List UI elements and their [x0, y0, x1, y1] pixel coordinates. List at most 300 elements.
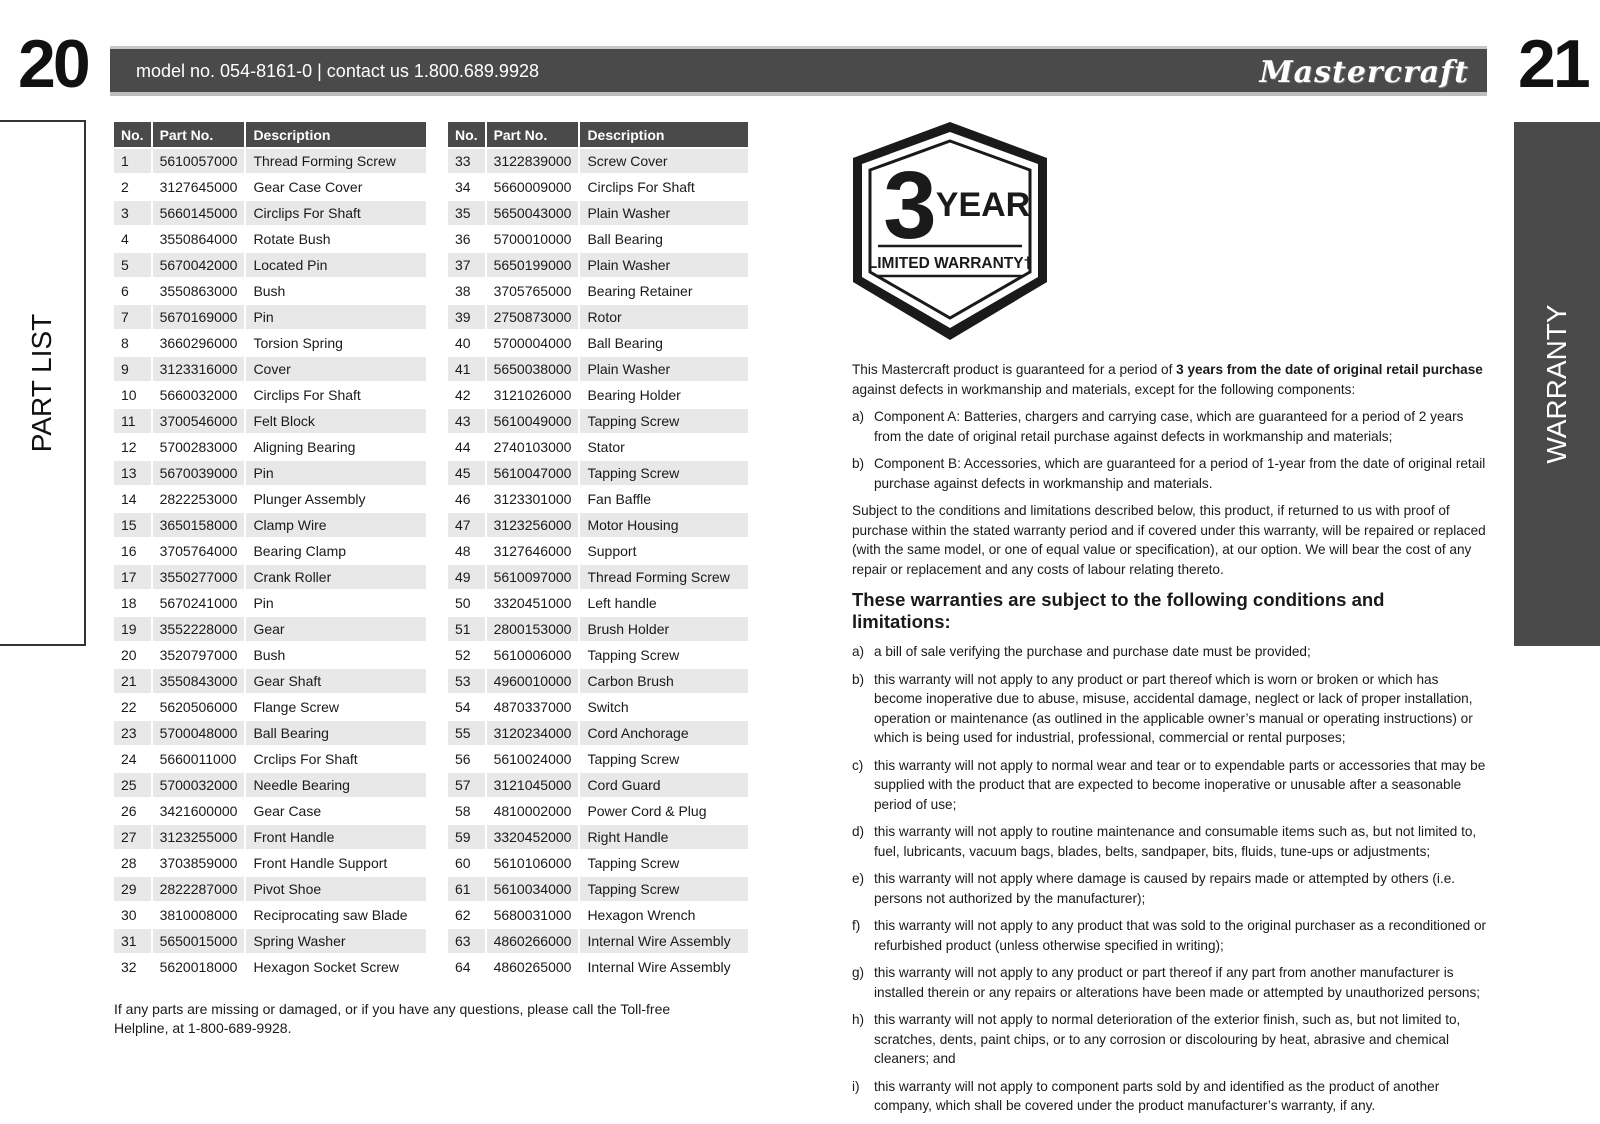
table-row	[448, 642, 748, 668]
part-code-cell: 3550277000	[152, 564, 246, 590]
parts-table-left	[114, 122, 426, 979]
part-number-cell: 43	[448, 408, 486, 434]
part-code-cell: 3810008000	[152, 902, 246, 928]
part-description-cell: Screw Cover	[579, 148, 748, 174]
table-row	[114, 772, 426, 798]
part-number-cell: 3	[114, 200, 152, 226]
table-row	[448, 200, 748, 226]
part-description-cell: Tapping Screw	[579, 642, 748, 668]
part-code-cell: 5650199000	[486, 252, 580, 278]
condition-text: this warranty will not apply to normal deterioration of the exterior finish, such as, but not limited to, scratches, dents, paint chips, or to any corrosion or discolouring by heat, abrasive and chemical cleaners; and	[874, 1012, 1461, 1066]
part-description-cell: Brush Holder	[579, 616, 748, 642]
part-description-cell: Plain Washer	[579, 252, 748, 278]
part-description-cell: Gear Case Cover	[245, 174, 426, 200]
part-code-cell: 5660011000	[152, 746, 246, 772]
part-description-cell: Bearing Holder	[579, 382, 748, 408]
table-row	[114, 252, 426, 278]
warranty-intro-emphasis: 3 years from the date of original retail purchase	[1176, 362, 1483, 377]
part-number-cell: 11	[114, 408, 152, 434]
part-number-cell: 57	[448, 772, 486, 798]
part-code-cell: 2740103000	[486, 434, 580, 460]
condition-label: i)	[852, 1078, 860, 1094]
table-row	[114, 304, 426, 330]
part-number-cell: 24	[114, 746, 152, 772]
part-code-cell: 5610034000	[486, 876, 580, 902]
table-row	[448, 408, 748, 434]
part-code-cell: 5620506000	[152, 694, 246, 720]
table-row	[448, 512, 748, 538]
table-row	[114, 928, 426, 954]
warranty-intro-lead: This Mastercraft product is guaranteed for a period of	[852, 362, 1177, 377]
part-code-cell: 4870337000	[486, 694, 580, 720]
part-code-cell: 5610047000	[486, 460, 580, 486]
part-code-cell: 3703859000	[152, 850, 246, 876]
part-code-cell: 3705765000	[486, 278, 580, 304]
condition-text: this warranty will not apply to any product or part thereof if any part from another manufacturer is installed therein or any repairs or alterations have been made or attempted by unauthorized persons;	[874, 965, 1481, 1000]
part-code-cell: 5620018000	[152, 954, 246, 979]
part-number-cell: 30	[114, 902, 152, 928]
part-code-cell: 3320451000	[486, 590, 580, 616]
part-number-cell: 54	[448, 694, 486, 720]
condition-text: this warranty will not apply where damage is caused by repairs made or attempted by others (i.e. persons not authorized by the manufacturer);	[874, 871, 1456, 906]
part-description-cell: Circlips For Shaft	[245, 382, 426, 408]
part-description-cell: Hexagon Wrench	[579, 902, 748, 928]
part-number-cell: 16	[114, 538, 152, 564]
part-description-cell: Crclips For Shaft	[245, 746, 426, 772]
condition-label: h)	[852, 1012, 865, 1027]
page-number-left: 20	[18, 26, 88, 102]
part-description-cell: Needle Bearing	[245, 772, 426, 798]
table-row	[448, 850, 748, 876]
part-code-cell: 5700032000	[152, 772, 246, 798]
table-row	[448, 564, 748, 590]
part-number-cell: 63	[448, 928, 486, 954]
part-code-cell: 5610024000	[486, 746, 580, 772]
table-row	[114, 226, 426, 252]
condition-item	[852, 869, 1488, 908]
table-row	[448, 902, 748, 928]
table-row	[448, 954, 748, 979]
part-code-cell: 5660145000	[152, 200, 246, 226]
part-number-cell: 56	[448, 746, 486, 772]
column-header-description: Description	[579, 122, 748, 148]
part-description-cell: Aligning Bearing	[245, 434, 426, 460]
component-item	[852, 454, 1488, 493]
part-description-cell: Gear Case	[245, 798, 426, 824]
part-code-cell: 3123255000	[152, 824, 246, 850]
part-number-cell: 31	[114, 928, 152, 954]
column-header-part-no: Part No.	[152, 122, 246, 148]
part-description-cell: Felt Block	[245, 408, 426, 434]
part-description-cell: Stator	[579, 434, 748, 460]
part-description-cell: Thread Forming Screw	[245, 148, 426, 174]
part-number-cell: 12	[114, 434, 152, 460]
part-code-cell: 3705764000	[152, 538, 246, 564]
part-number-cell: 55	[448, 720, 486, 746]
part-code-cell: 5670039000	[152, 460, 246, 486]
condition-item	[852, 1077, 1488, 1116]
part-number-cell: 32	[114, 954, 152, 979]
part-number-cell: 41	[448, 356, 486, 382]
part-number-cell: 42	[448, 382, 486, 408]
part-number-cell: 10	[114, 382, 152, 408]
part-code-cell: 3127646000	[486, 538, 580, 564]
part-description-cell: Switch	[579, 694, 748, 720]
table-row	[448, 278, 748, 304]
part-number-cell: 6	[114, 278, 152, 304]
part-description-cell: Rotate Bush	[245, 226, 426, 252]
part-code-cell: 3122839000	[486, 148, 580, 174]
part-description-cell: Ball Bearing	[245, 720, 426, 746]
table-row	[114, 382, 426, 408]
part-description-cell: Cord Guard	[579, 772, 748, 798]
part-code-cell: 3123256000	[486, 512, 580, 538]
badge-label: LIMITED WARRANTY†	[867, 255, 1033, 272]
part-code-cell: 3700546000	[152, 408, 246, 434]
part-code-cell: 3650158000	[152, 512, 246, 538]
part-code-cell: 3121026000	[486, 382, 580, 408]
part-code-cell: 5670169000	[152, 304, 246, 330]
table-row	[114, 668, 426, 694]
part-code-cell: 5660032000	[152, 382, 246, 408]
table-row	[448, 356, 748, 382]
model-contact-text: model no. 054-8161-0 | contact us 1.800.689.9928	[136, 61, 539, 81]
table-row	[448, 252, 748, 278]
table-row	[114, 876, 426, 902]
part-number-cell: 48	[448, 538, 486, 564]
table-row	[448, 174, 748, 200]
part-description-cell: Bush	[245, 642, 426, 668]
table-row	[448, 382, 748, 408]
part-description-cell: Bearing Clamp	[245, 538, 426, 564]
part-code-cell: 5650015000	[152, 928, 246, 954]
warranty-intro	[852, 360, 1488, 399]
part-description-cell: Located Pin	[245, 252, 426, 278]
table-row	[448, 616, 748, 642]
part-code-cell: 5610006000	[486, 642, 580, 668]
part-code-cell: 3421600000	[152, 798, 246, 824]
table-row	[114, 616, 426, 642]
part-code-cell: 5650043000	[486, 200, 580, 226]
part-description-cell: Gear	[245, 616, 426, 642]
part-code-cell: 2822287000	[152, 876, 246, 902]
part-description-cell: Hexagon Socket Screw	[245, 954, 426, 979]
part-number-cell: 14	[114, 486, 152, 512]
part-number-cell: 49	[448, 564, 486, 590]
part-code-cell: 5610049000	[486, 408, 580, 434]
helpline-note: If any parts are missing or damaged, or if you have any questions, please call the Toll-free Helpline, at 1-800-689-9928.	[114, 1001, 671, 1036]
part-description-cell: Power Cord & Plug	[579, 798, 748, 824]
part-number-cell: 38	[448, 278, 486, 304]
part-number-cell: 39	[448, 304, 486, 330]
part-number-cell: 52	[448, 642, 486, 668]
part-number-cell: 1	[114, 148, 152, 174]
part-description-cell: Right Handle	[579, 824, 748, 850]
part-number-cell: 17	[114, 564, 152, 590]
part-description-cell: Tapping Screw	[579, 850, 748, 876]
component-label: a)	[852, 409, 865, 424]
part-code-cell: 5700010000	[486, 226, 580, 252]
component-text: Component B: Accessories, which are guaranteed for a period of 1-year from the date of original retail purchase against defects in workmanship and materials.	[874, 456, 1486, 491]
table-row	[448, 538, 748, 564]
table-row	[114, 954, 426, 979]
part-number-cell: 35	[448, 200, 486, 226]
part-code-cell: 5670241000	[152, 590, 246, 616]
part-number-cell: 7	[114, 304, 152, 330]
warranty-text-block	[852, 360, 1488, 1124]
table-row	[448, 434, 748, 460]
part-list-tab-label: PART LIST	[26, 313, 57, 453]
part-description-cell: Circlips For Shaft	[579, 174, 748, 200]
part-number-cell: 62	[448, 902, 486, 928]
part-number-cell: 51	[448, 616, 486, 642]
part-code-cell: 5610057000	[152, 148, 246, 174]
part-description-cell: Spring Washer	[245, 928, 426, 954]
part-description-cell: Tapping Screw	[579, 408, 748, 434]
part-number-cell: 25	[114, 772, 152, 798]
part-description-cell: Reciprocating saw Blade	[245, 902, 426, 928]
table-row	[114, 174, 426, 200]
table-row	[114, 460, 426, 486]
column-header-part-no: Part No.	[486, 122, 580, 148]
part-number-cell: 27	[114, 824, 152, 850]
part-number-cell: 4	[114, 226, 152, 252]
part-number-cell: 9	[114, 356, 152, 382]
part-number-cell: 40	[448, 330, 486, 356]
condition-text: this warranty will not apply to normal wear and tear or to expendable parts or accessories that may be supplied with the product that are expected to become inoperative or unusable after a seasonable period of use;	[874, 757, 1486, 812]
part-number-cell: 64	[448, 954, 486, 979]
part-code-cell: 5670042000	[152, 252, 246, 278]
table-row	[448, 746, 748, 772]
condition-text: this warranty will not apply to any product or part thereof which is worn or broken or which has become inoperative due to abuse, misuse, accidental damage, neglect or lack of proper installation, operation or maintenance (as outlined in the applicable owner’s manual or operating instructions) or which is being used for industrial, professional, commercial or rental purposes;	[874, 671, 1473, 745]
part-description-cell: Pin	[245, 590, 426, 616]
part-code-cell: 3123316000	[152, 356, 246, 382]
part-description-cell: Plain Washer	[579, 200, 748, 226]
condition-label: e)	[852, 871, 865, 886]
condition-label: a)	[852, 644, 865, 659]
table-row	[114, 590, 426, 616]
condition-item	[852, 822, 1488, 861]
part-description-cell: Tapping Screw	[579, 876, 748, 902]
table-row	[114, 902, 426, 928]
condition-text: this warranty will not apply to component parts sold by and identified as the product of another company, which shall be covered under the product manufacturer’s warranty, if any.	[874, 1078, 1440, 1113]
table-row	[114, 486, 426, 512]
condition-label: g)	[852, 965, 865, 980]
part-number-cell: 45	[448, 460, 486, 486]
part-description-cell: Pivot Shoe	[245, 876, 426, 902]
part-number-cell: 8	[114, 330, 152, 356]
part-description-cell: Flange Screw	[245, 694, 426, 720]
part-code-cell: 4860265000	[486, 954, 580, 979]
component-item	[852, 407, 1488, 446]
condition-label: b)	[852, 671, 865, 687]
part-code-cell: 5700048000	[152, 720, 246, 746]
part-number-cell: 5	[114, 252, 152, 278]
part-code-cell: 3127645000	[152, 174, 246, 200]
table-row	[448, 486, 748, 512]
part-description-cell: Torsion Spring	[245, 330, 426, 356]
table-row	[448, 330, 748, 356]
part-code-cell: 4810002000	[486, 798, 580, 824]
table-row	[114, 512, 426, 538]
part-description-cell: Plain Washer	[579, 356, 748, 382]
part-code-cell: 5700283000	[152, 434, 246, 460]
condition-item	[852, 670, 1488, 748]
badge-number: 3	[883, 152, 937, 259]
header-bar	[110, 46, 1487, 96]
part-number-cell: 15	[114, 512, 152, 538]
part-number-cell: 44	[448, 434, 486, 460]
part-description-cell: Bearing Retainer	[579, 278, 748, 304]
table-row	[448, 226, 748, 252]
part-code-cell: 3660296000	[152, 330, 246, 356]
part-number-cell: 21	[114, 668, 152, 694]
part-description-cell: Clamp Wire	[245, 512, 426, 538]
part-number-cell: 61	[448, 876, 486, 902]
part-description-cell: Thread Forming Screw	[579, 564, 748, 590]
condition-text: this warranty will not apply to any product that was sold to the original purchaser as a reconditioned or refurbished product (unless otherwise specified in writing);	[874, 918, 1487, 953]
part-number-cell: 53	[448, 668, 486, 694]
table-row	[114, 746, 426, 772]
part-code-cell: 3552228000	[152, 616, 246, 642]
part-number-cell: 22	[114, 694, 152, 720]
table-row	[114, 200, 426, 226]
part-description-cell: Internal Wire Assembly	[579, 928, 748, 954]
part-code-cell: 2800153000	[486, 616, 580, 642]
part-number-cell: 2	[114, 174, 152, 200]
table-row	[114, 850, 426, 876]
part-code-cell: 3320452000	[486, 824, 580, 850]
part-number-cell: 13	[114, 460, 152, 486]
table-row	[448, 148, 748, 174]
part-description-cell: Pin	[245, 304, 426, 330]
part-description-cell: Bush	[245, 278, 426, 304]
column-header-no: No.	[114, 122, 152, 148]
mastercraft-logo: Mastercraft	[1259, 55, 1469, 90]
page-number-right: 21	[1518, 26, 1588, 102]
condition-text: a bill of sale verifying the purchase and purchase date must be provided;	[874, 644, 1311, 659]
part-description-cell: Carbon Brush	[579, 668, 748, 694]
part-number-cell: 47	[448, 512, 486, 538]
part-code-cell: 3120234000	[486, 720, 580, 746]
part-description-cell: Ball Bearing	[579, 330, 748, 356]
table-row	[448, 460, 748, 486]
table-row	[114, 278, 426, 304]
part-code-cell: 3121045000	[486, 772, 580, 798]
part-number-cell: 37	[448, 252, 486, 278]
table-row	[114, 330, 426, 356]
conditions-heading: These warranties are subject to the following conditions and limitations:	[852, 589, 1385, 632]
condition-label: c)	[852, 757, 864, 773]
part-description-cell: Internal Wire Assembly	[579, 954, 748, 979]
part-description-cell: Motor Housing	[579, 512, 748, 538]
part-code-cell: 3550864000	[152, 226, 246, 252]
part-number-cell: 59	[448, 824, 486, 850]
part-description-cell: Pin	[245, 460, 426, 486]
condition-item	[852, 642, 1488, 662]
part-number-cell: 19	[114, 616, 152, 642]
column-header-description: Description	[245, 122, 426, 148]
part-description-cell: Ball Bearing	[579, 226, 748, 252]
part-code-cell: 3550843000	[152, 668, 246, 694]
part-code-cell: 3550863000	[152, 278, 246, 304]
table-row	[114, 564, 426, 590]
condition-item	[852, 1010, 1488, 1069]
part-code-cell: 5660009000	[486, 174, 580, 200]
component-label: b)	[852, 456, 865, 471]
part-description-cell: Fan Baffle	[579, 486, 748, 512]
condition-label: f)	[852, 918, 861, 933]
part-description-cell: Left handle	[579, 590, 748, 616]
part-number-cell: 26	[114, 798, 152, 824]
part-number-cell: 36	[448, 226, 486, 252]
table-row	[114, 408, 426, 434]
part-code-cell: 4860266000	[486, 928, 580, 954]
warranty-tab	[1514, 122, 1600, 646]
table-row	[114, 538, 426, 564]
part-description-cell: Front Handle	[245, 824, 426, 850]
part-description-cell: Gear Shaft	[245, 668, 426, 694]
part-number-cell: 60	[448, 850, 486, 876]
part-description-cell: Tapping Screw	[579, 746, 748, 772]
table-row	[448, 824, 748, 850]
part-description-cell: Cover	[245, 356, 426, 382]
table-row	[448, 876, 748, 902]
condition-text: this warranty will not apply to routine maintenance and consumable items such as, but not limited to, fuel, lubricants, vacuum bags, blades, belts, sandpaper, bits, fluids, tune-ups or adjustments;	[874, 824, 1477, 859]
warranty-subject-paragraph: Subject to the conditions and limitations described below, this product, if returned to us with proof of purchase within the stated warranty period and if covered under this warranty, will be repaired or replaced (with the same model, or one of equal value or specification), at our option. We will bear the cost of any repair or replacement and any costs of labour relating thereto.	[852, 503, 1486, 577]
table-row	[448, 772, 748, 798]
part-description-cell: Crank Roller	[245, 564, 426, 590]
part-code-cell: 5610106000	[486, 850, 580, 876]
part-code-cell: 5610097000	[486, 564, 580, 590]
warranty-intro-tail: against defects in workmanship and materials, except for the following components:	[852, 381, 1356, 397]
part-description-cell: Support	[579, 538, 748, 564]
warranty-tab-label: WARRANTY	[1541, 304, 1572, 464]
table-row	[114, 720, 426, 746]
table-row	[114, 694, 426, 720]
part-code-cell: 2750873000	[486, 304, 580, 330]
warranty-badge	[850, 120, 1050, 342]
component-text: Component A: Batteries, chargers and carrying case, which are guaranteed for a period of 2 years from the date of original retail purchase against defects in workmanship and materials;	[874, 409, 1464, 444]
part-description-cell: Front Handle Support	[245, 850, 426, 876]
table-row	[448, 590, 748, 616]
part-number-cell: 20	[114, 642, 152, 668]
part-number-cell: 34	[448, 174, 486, 200]
part-code-cell: 3520797000	[152, 642, 246, 668]
table-row	[448, 694, 748, 720]
part-description-cell: Rotor	[579, 304, 748, 330]
badge-year: YEAR	[935, 186, 1031, 224]
part-code-cell: 3123301000	[486, 486, 580, 512]
part-code-cell: 4960010000	[486, 668, 580, 694]
table-row	[114, 642, 426, 668]
part-number-cell: 58	[448, 798, 486, 824]
table-row	[448, 720, 748, 746]
part-description-cell: Cord Anchorage	[579, 720, 748, 746]
part-number-cell: 23	[114, 720, 152, 746]
table-row	[114, 434, 426, 460]
table-row	[114, 356, 426, 382]
table-row	[448, 928, 748, 954]
part-number-cell: 29	[114, 876, 152, 902]
table-row	[448, 798, 748, 824]
part-description-cell: Circlips For Shaft	[245, 200, 426, 226]
part-number-cell: 46	[448, 486, 486, 512]
part-number-cell: 33	[448, 148, 486, 174]
condition-item	[852, 916, 1488, 955]
table-row	[114, 798, 426, 824]
part-code-cell: 5700004000	[486, 330, 580, 356]
